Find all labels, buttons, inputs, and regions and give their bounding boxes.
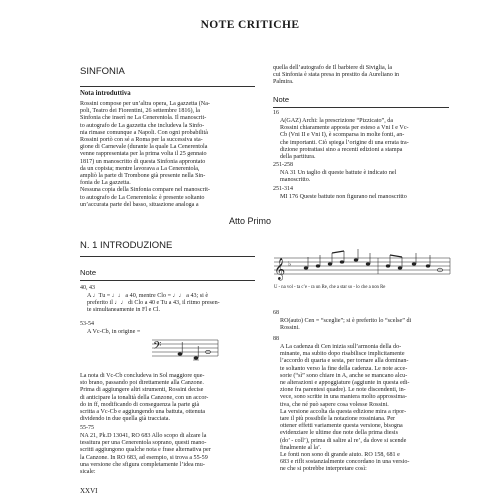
sinfonia-rule: [80, 86, 255, 87]
introduzione-note-heading: Note: [80, 268, 97, 277]
note-location: 251-314: [273, 186, 293, 192]
introduzione-note-rule: [80, 280, 255, 281]
note-251b-text: MI 176 Queste battute non figurano nel manoscritto: [280, 194, 407, 200]
note-location: 55-75: [80, 425, 94, 431]
note-location: 53-54: [80, 321, 94, 327]
intro-heading: Nota introduttiva: [80, 90, 131, 97]
sinfonia-intro-text: Rossini compose per un’altra opera, La gazzetta (Na- poli, Teatro dei Fiorentini, 26 settembre 1816), la Sinfonia che inserì ne La Cenerentola. Il manoscrit- to autografo de La gazzetta che includeva la Sinfo- nia rimase comunque a Napoli. Con ogni probabilità Rossini portò con sé a Roma per la successiva sta- gione di Carnevale (durante la quale La Cenerentola venne rappresentata per la prima volta il 25 gennaio 1817) un manoscritto di questa Sinfonia approntato da un copista; mentre lavorava a La Cenerentola, ampliò la parte di Trombone già presente nella Sin- fonia de La gazzetta. Nessuna copia della Sinfonia compare nel manoscrit- to autografo de La Cenerentola: è presente soltanto un’accurata parte del basso, situazione analoga a: [80, 101, 210, 208]
introduzione-heading: N. 1 INTRODUZIONE: [80, 240, 173, 251]
note-location: 40, 43: [80, 285, 95, 291]
sinfonia-intro-continuation: quella dell’autografo de Il barbiere di Siviglia, la cui Sinfonia è stata presa in prestito da Aureliano in Palmira.: [273, 65, 400, 86]
note-16-text: A(GAZ) Archi: la prescrizione “Pizzicato”, da Rossini chiaramente apposta per esteso a Vni I e Vc- Cb (Vni II e Vni I), è scomparsa in molte fonti, an- che importanti. Ciò spiega l’origine di una errata tra- dizione protrattasi sino a recenti edizioni a stampa della partitura.: [280, 118, 409, 161]
note-251-text: NA 31 Un taglio di queste battute è indicato nel manoscritto.: [280, 170, 397, 184]
sinfonia-note-rule: [273, 107, 449, 108]
note-location: 88: [273, 336, 279, 342]
note-location: 251-258: [273, 162, 293, 168]
svg-text:𝄞: 𝄞: [274, 259, 286, 280]
svg-text:𝄢: 𝄢: [153, 339, 162, 354]
sinfonia-heading: SINFONIA: [80, 66, 125, 77]
page-title: NOTE CRITICHE: [200, 19, 300, 31]
bass-clef-excerpt: [150, 332, 220, 368]
note-53-54-lead: A Vc-Cb, in origine =: [87, 329, 141, 335]
introduzione-rule: [80, 256, 255, 257]
atto-heading: Atto Primo: [228, 216, 271, 226]
note-53-54-text: La nota di Vc-Cb concludeva in Sol maggiore que- sto brano, passando poi direttamente alla Canzone. Prima di aggiungere altri strumenti, Rossini decise di anticipare la tonalità della Canzone, con un accor- do in ff, modificando di conseguenza la parte già scritta a Vc-Cb e aggiungendo una battuta, ottenuta dividendo in due quella già tracciata.: [80, 373, 209, 423]
music-example-staff: [272, 244, 452, 292]
note-88-text: A La cadenza di Cen inizia sull’armonia della do- minante, ma subito dopo risabilisce implicitamente l’accordo di quarta e sesta, per tornare alla dominan- te soltanto verso la fine della cadenza. Le note acce- sorie (“sì” sono chiare in A, anche se mancano alcu- ne alterazioni e appoggiature (aggiunte in questa edi- zione fra parentesi quadre). Le note discendenti, in- vece, sono scritte in una maniera molto approssima- tiva, che né può sapere cosa volesse Rossini. La versione accolta da questa edizione mira a ripor- tare il più possibile la notazione rossiniana. Per ottener effetti variamente questa versione, bisogna evidenziare le ultime due note della prima diesis (do’ - coll’), prima di salire al re’, da dove si scende finalmente al la’. Le fonti non sono di grande aiuto. RO 158, 681 e 683 e riflt sostanzialmente concordano in una versio- ne che si potrebbe interpretare così:: [280, 344, 410, 473]
note-68-text: RO(auto) Cen = “sceglie”; si è preferito lo “scelse” di Rossini.: [280, 318, 412, 332]
note-location: 16: [273, 110, 279, 116]
note-location: 68: [273, 310, 279, 316]
sinfonia-note-heading: Note: [273, 95, 290, 104]
svg-text:♭: ♭: [288, 260, 292, 268]
note-40-43-text: A ♩Tu = ♩♩ a 40, mentre Clo = ♩♩ a 43; si è preferito il ♩♩ di Clo a 40 e Tu a 43, il ritmo presen- te simultaneamente in Fl e Cl.: [87, 293, 220, 314]
music-lyric: U - na vol - ta c’e - ra un Re, che a star so - lo che a non Re: [274, 285, 386, 290]
note-55-75-text: NA 21, Pk.D 13041, RO 683 Allo scopo di alzare la tessitura per una Cenerentola soprano, questi mano- scritti aggiungono qualche nota e frase alternativa per la Canzone. In RO 683, ad esempio, si trova a 55-59 una versione che sfigura completamente l’idea mu- sicale:: [80, 433, 211, 476]
page-number: XXVI: [80, 487, 98, 495]
